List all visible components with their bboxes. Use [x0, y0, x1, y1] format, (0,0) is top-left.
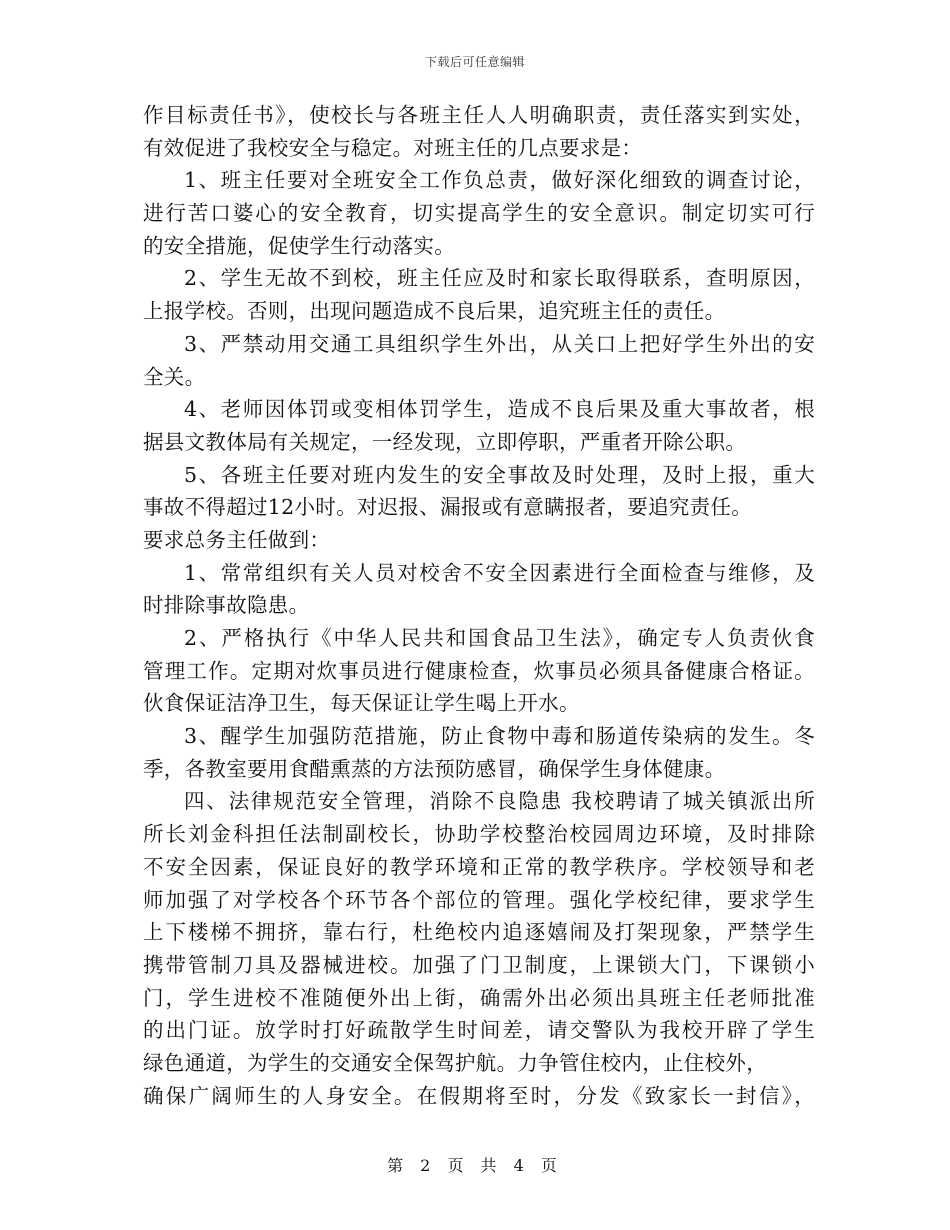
text-line: 1、班主任要对全班安全工作负总责，做好深化细致的调查讨论，	[184, 168, 815, 193]
text-line: 不安全因素，保证良好的教学环境和正常的教学秩序。学校领导和老	[143, 854, 815, 879]
text-line: 有效促进了我校安全与稳定。对班主任的几点要求是：	[143, 135, 643, 160]
text-line: 2、严格执行《中华人民共和国食品卫生法》，确定专人负责伙食	[184, 626, 815, 650]
text-line: 季，各教室要用食醋熏蒸的方法预防感冒，确保学生身体健康。	[143, 756, 726, 781]
text-line: 时排除事故隐患。	[143, 593, 310, 618]
text-line: 4、老师因体罚或变相体罚学生，造成不良后果及重大事故者，根	[184, 397, 815, 422]
text-line: 要求总务主任做到：	[143, 527, 331, 552]
text-line: 确保广阔师生的人身安全。在假期将至时，分发《致家长一封信》，	[143, 1083, 815, 1108]
text-line: 所长刘金科担任法制副校长，协助学校整治校园周边环境，及时排除	[143, 822, 815, 847]
text-line: 绿色通道，为学生的交通安全保驾护航。力争管住校内，止住校外，	[143, 1050, 767, 1075]
page-footer: 第 2 页 共 4 页	[387, 1156, 563, 1175]
text-line: 进行苦口婆心的安全教育，切实提高学生的安全意识。制定切实可行	[143, 201, 815, 226]
text-line: 5、各班主任要对班内发生的安全事故及时处理，及时上报，重大	[184, 462, 815, 487]
text-line: 门，学生进校不准随便外出上街，确需外出必须出具班主任老师批准	[143, 985, 815, 1010]
text-line: 四、法律规范安全管理，消除不良隐患 我校聘请了城关镇派出所	[184, 789, 815, 814]
text-line: 师加强了对学校各个环节各个部位的管理。强化学校纪律，要求学生	[143, 887, 815, 912]
text-line: 3、严禁动用交通工具组织学生外出，从关口上把好学生外出的安	[184, 331, 815, 356]
text-line: 携带管制刀具及器械进校。加强了门卫制度，上课锁大门，下课锁小	[143, 952, 815, 977]
text-line: 伙食保证洁净卫生，每天保证让学生喝上开水。	[143, 691, 580, 716]
text-line: 上报学校。否则，出现问题造成不良后果，追究班主任的责任。	[143, 299, 726, 324]
text-line: 上下楼梯不拥挤，靠右行，杜绝校内追逐嬉闹及打架现象，严禁学生	[143, 920, 815, 945]
body-text	[143, 99, 815, 1112]
text-line: 据县文教体局有关规定，一经发现，立即停职，严重者开除公职。	[143, 429, 747, 454]
text-line: 作目标责任书》，使校长与各班主任人人明确职责，责任落实到实处，	[143, 103, 815, 127]
page-header: 下载后可任意编辑	[424, 55, 525, 69]
text-line: 全关。	[143, 364, 206, 389]
text-line: 的安全措施，促使学生行动落实。	[143, 233, 455, 258]
text-line: 3、醒学生加强防范措施，防止食物中毒和肠道传染病的发生。冬	[184, 724, 815, 749]
text-line: 管理工作。定期对炊事员进行健康检查，炊事员必须具备健康合格证。	[143, 658, 815, 683]
text-line: 的出门证。放学时打好疏散学生时间差，请交警队为我校开辟了学生	[143, 1018, 815, 1043]
text-line: 1、常常组织有关人员对校舍不安全因素进行全面检查与维修，及	[184, 560, 815, 585]
text-line: 2、学生无故不到校，班主任应及时和家长取得联系，查明原因，	[184, 266, 815, 291]
text-line: 事故不得超过12小时。对迟报、漏报或有意瞒报者，要追究责任。	[143, 495, 753, 520]
